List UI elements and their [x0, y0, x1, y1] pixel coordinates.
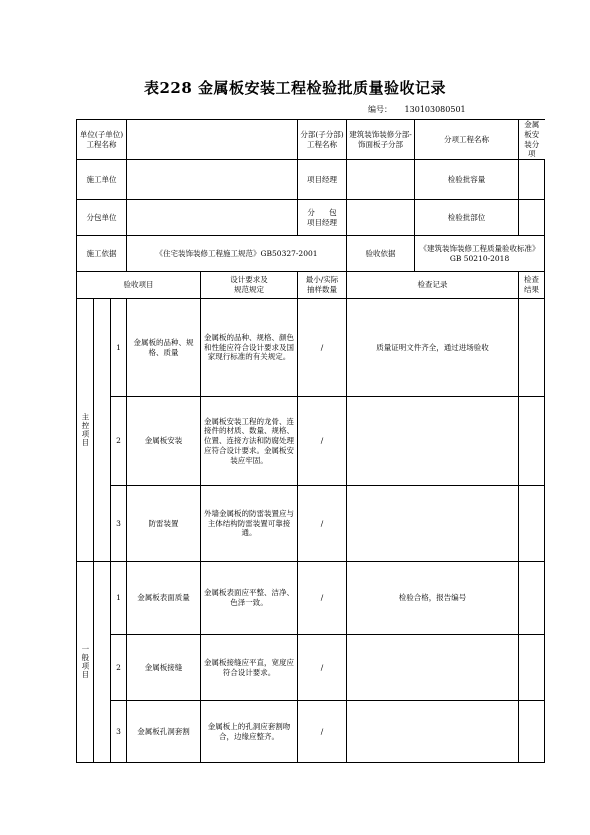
- row-sample[interactable]: /: [298, 562, 347, 635]
- row-sample[interactable]: /: [298, 397, 347, 486]
- row-number: 2: [111, 635, 127, 701]
- row-record[interactable]: 检验合格，报告编号: [347, 562, 519, 635]
- table-row: [77, 562, 545, 635]
- row-sample[interactable]: /: [298, 635, 347, 701]
- row-requirement: 外墙金属板的防雷装置应与主体结构防雷装置可靠接通。: [201, 486, 298, 562]
- row-record[interactable]: [347, 397, 519, 486]
- project-manager-value[interactable]: [347, 160, 415, 200]
- construction-unit-label: 施工单位: [77, 160, 127, 200]
- table-row: [77, 701, 545, 763]
- row-item-name: 金属板安装: [127, 397, 201, 486]
- column-record: 检查记录: [347, 272, 519, 299]
- row-requirement: 金属板的品种、规格、颜色和性能应符合设计要求及国家现行标准的有关规定。: [201, 299, 298, 397]
- unit-label: 单位(子单位) 工程名称: [77, 120, 127, 160]
- row-requirement: 金属板上的孔洞应套割吻合，边缘应整齐。: [201, 701, 298, 763]
- main-control-label: 主控项目: [77, 299, 94, 562]
- header-row-unit: [77, 120, 545, 160]
- subcontract-unit-label: 分包单位: [77, 200, 127, 236]
- spacer-cell: [94, 299, 111, 562]
- row-item-name: 金属板孔洞套割: [127, 701, 201, 763]
- row-result[interactable]: [519, 562, 545, 635]
- row-result[interactable]: [519, 635, 545, 701]
- row-requirement: 金属板表面应平整、洁净、色泽一致。: [201, 562, 298, 635]
- division-value[interactable]: 建筑装饰装修分部-饰面板子分部: [347, 120, 415, 160]
- row-record[interactable]: [347, 701, 519, 763]
- document-title: 表228 金属板安装工程检验批质量验收记录: [143, 79, 447, 97]
- row-record[interactable]: [347, 635, 519, 701]
- acceptance-basis-value[interactable]: 《建筑装饰装修工程质量验收标准》GB 50210-2018: [415, 236, 545, 272]
- basis-value[interactable]: 《住宅装饰装修工程施工规范》GB50327-2001: [127, 236, 347, 272]
- basis-label: 施工依据: [77, 236, 127, 272]
- row-result[interactable]: [519, 486, 545, 562]
- document-number-label: 编号：: [368, 105, 392, 114]
- subitem-value[interactable]: 金属板安装分项: [519, 120, 545, 160]
- header-row-subcontract: [77, 200, 545, 236]
- row-item-name: 金属板的品种、规格、质量: [127, 299, 201, 397]
- subcontract-manager-label: 分 包 项目经理: [298, 200, 347, 236]
- row-number: 3: [111, 701, 127, 763]
- subitem-label: 分项工程名称: [415, 120, 519, 160]
- row-sample[interactable]: /: [298, 486, 347, 562]
- header-row-construction: [77, 160, 545, 200]
- row-record[interactable]: [347, 486, 519, 562]
- row-item-name: 金属板表面质量: [127, 562, 201, 635]
- row-number: 2: [111, 397, 127, 486]
- row-number: 1: [111, 299, 127, 397]
- batch-location-value[interactable]: [519, 200, 545, 236]
- table-row: [77, 299, 545, 397]
- document-number-value: 130103080501: [404, 105, 466, 114]
- column-item: 验收项目: [77, 272, 201, 299]
- row-result[interactable]: [519, 299, 545, 397]
- general-label: 一般项目: [77, 562, 94, 763]
- row-requirement: 金属板安装工程的龙骨、连接件的材质、数量、规格、位置、连接方法和防腐处理应符合设计要求。金属板安装应牢固。: [201, 397, 298, 486]
- construction-unit-value[interactable]: [127, 160, 298, 200]
- row-record[interactable]: 质量证明文件齐全，通过进场验收: [347, 299, 519, 397]
- row-sample[interactable]: /: [298, 701, 347, 763]
- batch-capacity-value[interactable]: [519, 160, 545, 200]
- row-item-name: 防雷装置: [127, 486, 201, 562]
- batch-capacity-label: 检验批容量: [415, 160, 519, 200]
- acceptance-basis-label: 验收依据: [347, 236, 415, 272]
- division-label: 分部(子分部) 工程名称: [298, 120, 347, 160]
- row-result[interactable]: [519, 397, 545, 486]
- batch-location-label: 检验批部位: [415, 200, 519, 236]
- acceptance-record-table: [76, 119, 545, 763]
- row-number: 1: [111, 562, 127, 635]
- column-design: 设计要求及 规范规定: [201, 272, 298, 299]
- row-number: 3: [111, 486, 127, 562]
- row-sample[interactable]: /: [298, 299, 347, 397]
- table-row: [77, 397, 545, 486]
- document-number: [368, 104, 466, 115]
- table-row: [77, 635, 545, 701]
- column-header-row: [77, 272, 545, 299]
- column-sample: 最小/实际 抽样数量: [298, 272, 347, 299]
- subcontract-manager-value[interactable]: [347, 200, 415, 236]
- row-result[interactable]: [519, 701, 545, 763]
- project-manager-label: 项目经理: [298, 160, 347, 200]
- header-row-basis: [77, 236, 545, 272]
- subcontract-unit-value[interactable]: [127, 200, 298, 236]
- row-item-name: 金属板接缝: [127, 635, 201, 701]
- unit-value[interactable]: [127, 120, 298, 160]
- column-result: 检查 结果: [519, 272, 545, 299]
- row-requirement: 金属板接缝应平直，宽度应符合设计要求。: [201, 635, 298, 701]
- spacer-cell: [94, 562, 111, 763]
- table-row: [77, 486, 545, 562]
